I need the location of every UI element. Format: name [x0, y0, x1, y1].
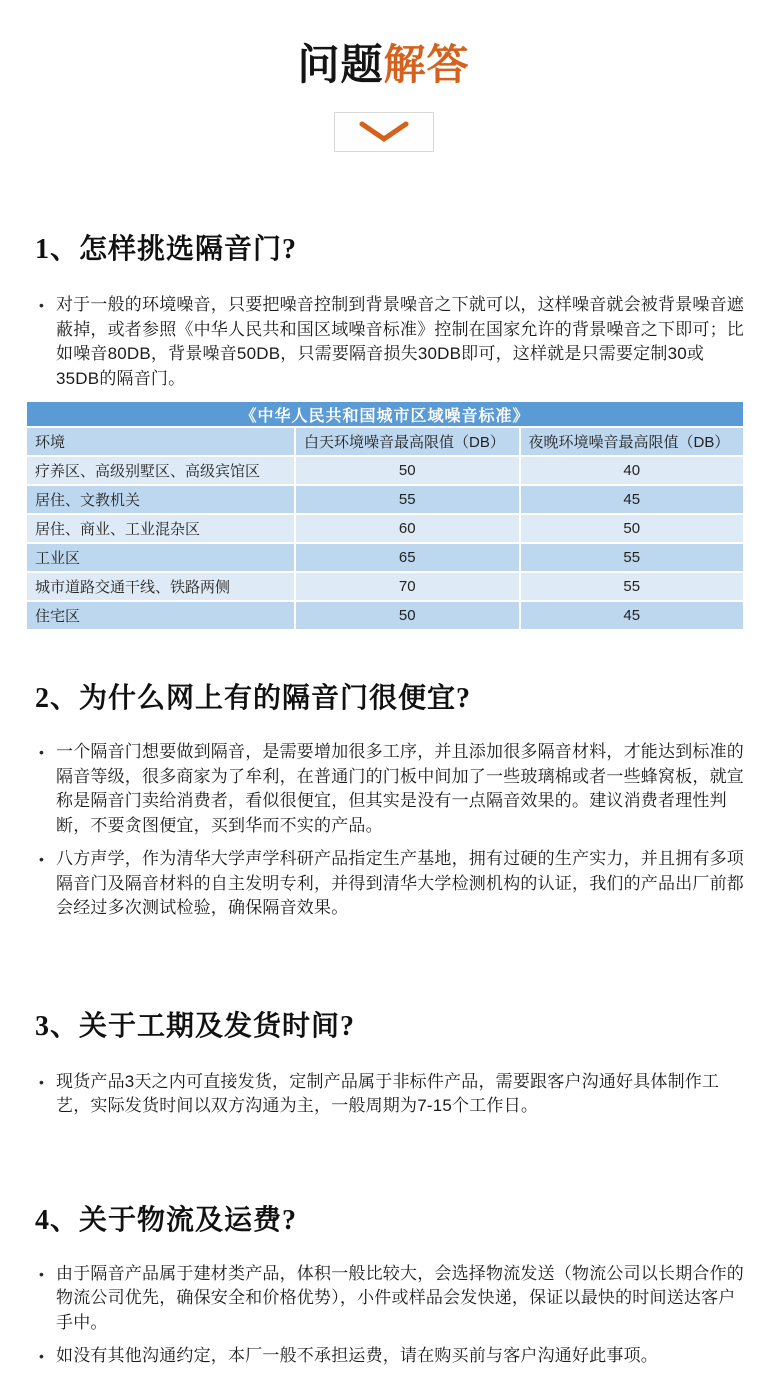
night-limit-cell: 45	[521, 486, 744, 513]
page-title-accent: 解答	[383, 41, 470, 88]
table-row	[27, 544, 743, 571]
env-cell: 城市道路交通干线、铁路两侧	[27, 573, 294, 600]
night-limit-cell: 55	[521, 573, 744, 600]
night-limit-cell: 50	[521, 515, 744, 542]
day-limit-cell: 70	[296, 573, 519, 600]
table-title: 《中华人民共和国城市区域噪音标准》	[27, 402, 743, 426]
answer-bullet: • 现货产品3天之内可直接发货，定制产品属于非标件产品，需要跟客户沟通好具体制作工艺，实际发货时间以双方沟通为主，一般周期为7-15个工作日。	[39, 1070, 745, 1119]
faq-section-2	[25, 681, 745, 921]
table-col-environment: 环境	[27, 428, 294, 455]
page-title-primary: 问题	[297, 41, 384, 88]
env-cell: 疗养区、高级别墅区、高级宾馆区	[27, 457, 294, 484]
answer-bullet: • 一个隔音门想要做到隔音，是需要增加很多工序，并且添加很多隔音材料，才能达到标准的隔音等级，很多商家为了牟利，在普通门的门板中间加了一些玻璃棉或者一些蜂窝板，就宣称是隔音门卖给消费者，看似很便宜，但其实是没有一点隔音效果的。建议消费者理性判断，不要贪图便宜，买到华而不实的产品。	[39, 740, 745, 838]
table-row	[27, 573, 743, 600]
page-title	[0, 42, 767, 88]
answer-bullet: • 八方声学，作为清华大学声学科研产品指定生产基地，拥有过硬的生产实力，并且拥有多项隔音门及隔音材料的自主发明专利，并得到清华大学检测机构的认证，我们的产品出厂前都会经过多次测试检验，确保隔音效果。	[39, 847, 745, 921]
expand-toggle-button[interactable]	[334, 112, 434, 152]
table-col-night-limit: 夜晚环境噪音最高限值（DB）	[521, 428, 744, 455]
env-cell: 工业区	[27, 544, 294, 571]
faq-answer-1	[25, 293, 745, 391]
page-header	[0, 42, 767, 152]
faq-content	[0, 232, 767, 1369]
table-col-day-limit: 白天环境噪音最高限值（DB）	[296, 428, 519, 455]
table-row	[27, 602, 743, 629]
faq-answer-3	[25, 1070, 745, 1119]
table-row	[27, 457, 743, 484]
table-row	[27, 515, 743, 542]
day-limit-cell: 65	[296, 544, 519, 571]
noise-standard-table	[25, 400, 745, 631]
night-limit-cell: 45	[521, 602, 744, 629]
faq-question-4: 4、关于物流及运费?	[35, 1204, 298, 1236]
day-limit-cell: 60	[296, 515, 519, 542]
faq-question-2: 2、为什么网上有的隔音门很便宜?	[35, 683, 472, 715]
env-cell: 居住、文教机关	[27, 486, 294, 513]
faq-section-4	[25, 1203, 745, 1369]
day-limit-cell: 50	[296, 457, 519, 484]
table-row	[27, 486, 743, 513]
faq-section-1	[25, 232, 745, 631]
faq-answer-2	[25, 740, 745, 921]
env-cell: 居住、商业、工业混杂区	[27, 515, 294, 542]
env-cell: 住宅区	[27, 602, 294, 629]
faq-question-1: 1、怎样挑选隔音门?	[35, 234, 298, 266]
answer-bullet: • 由于隔音产品属于建材类产品，体积一般比较大，会选择物流发送（物流公司以长期合作的物流公司优先，确保安全和价格优势），小件或样品会发快递，保证以最快的时间送达客户手中。	[39, 1262, 745, 1336]
faq-section-3	[25, 1009, 745, 1119]
night-limit-cell: 55	[521, 544, 744, 571]
night-limit-cell: 40	[521, 457, 744, 484]
answer-bullet: • 对于一般的环境噪音，只要把噪音控制到背景噪音之下就可以，这样噪音就会被背景噪音遮蔽掉，或者参照《中华人民共和国区域噪音标准》控制在国家允许的背景噪音之下即可；比如噪音80DB，背景噪音50DB，只需要隔音损失30DB即可，这样就是只需要定制30或35DB的隔音门。	[39, 293, 745, 391]
faq-answer-4	[25, 1262, 745, 1369]
chevron-down-icon	[358, 120, 410, 144]
answer-bullet: • 如没有其他沟通约定，本厂一般不承担运费，请在购买前与客户沟通好此事项。	[39, 1344, 745, 1369]
day-limit-cell: 50	[296, 602, 519, 629]
faq-question-3: 3、关于工期及发货时间?	[35, 1010, 356, 1042]
day-limit-cell: 55	[296, 486, 519, 513]
